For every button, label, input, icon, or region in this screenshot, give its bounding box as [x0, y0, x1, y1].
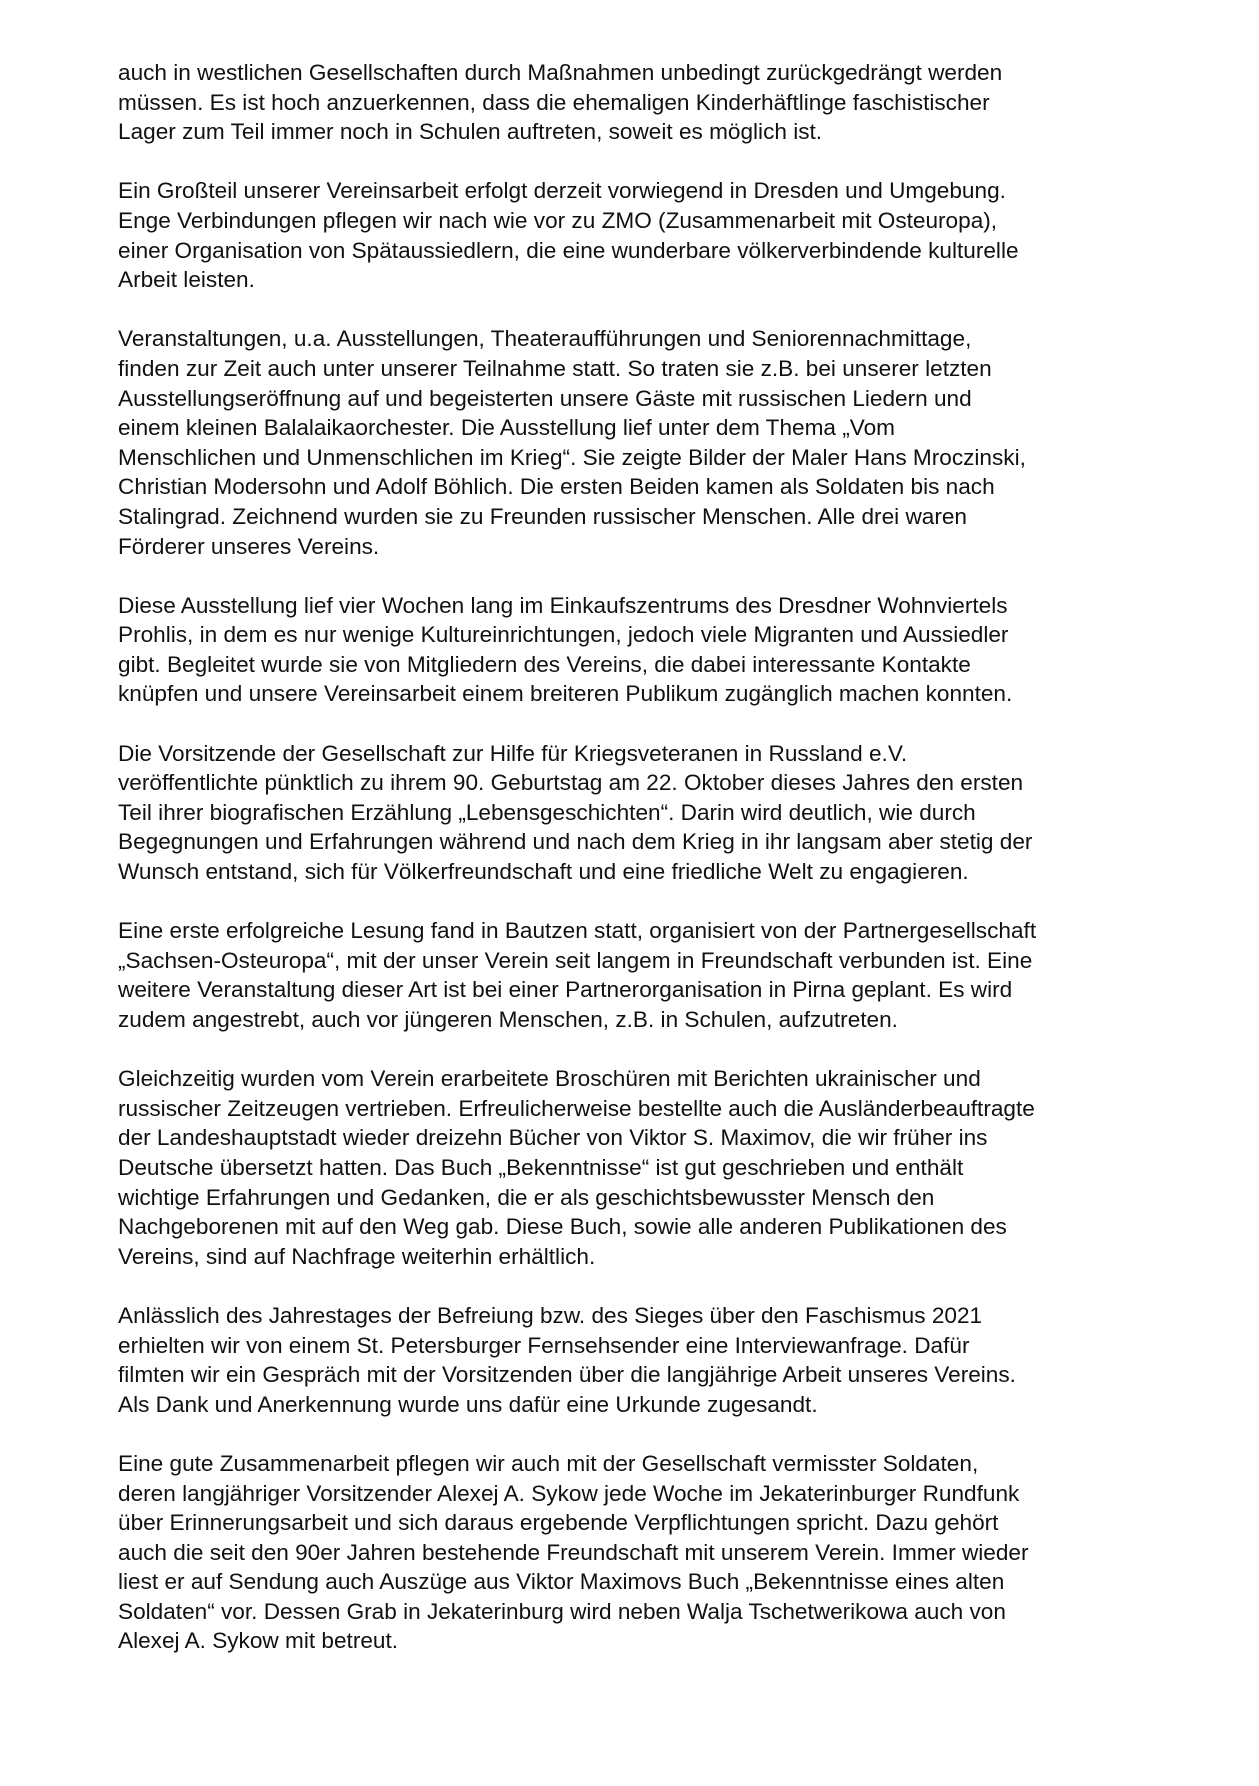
- text-line: Alexej A. Sykow mit betreut.: [118, 1628, 399, 1654]
- text-line: Anlässlich des Jahrestages der Befreiung bzw. des Sieges über den Faschismus 2021: [118, 1302, 983, 1328]
- text-line: Begegnungen und Erfahrungen während und nach dem Krieg in ihr langsam aber stetig der: [118, 829, 1033, 855]
- paragraph: [118, 1064, 1158, 1271]
- paragraph: [118, 591, 1158, 709]
- text-line: Lager zum Teil immer noch in Schulen auftreten, soweit es möglich ist.: [118, 119, 823, 145]
- text-line: filmten wir ein Gespräch mit der Vorsitzenden über die langjährige Arbeit unseres Vereins.: [118, 1362, 1016, 1388]
- text-line: weitere Veranstaltung dieser Art ist bei einer Partnerorganisation in Pirna geplant. Es wird: [118, 977, 1013, 1003]
- document-body: [118, 58, 1158, 1686]
- text-line: Nachgeborenen mit auf den Weg gab. Diese Buch, sowie alle anderen Publikationen des: [118, 1214, 1007, 1240]
- text-line: auch die seit den 90er Jahren bestehende Freundschaft mit unserem Verein. Immer wieder: [118, 1539, 1029, 1565]
- text-line: Veranstaltungen, u.a. Ausstellungen, Theateraufführungen und Seniorennachmittage,: [118, 326, 972, 352]
- text-line: über Erinnerungsarbeit und sich daraus ergebende Verpflichtungen spricht. Dazu gehört: [118, 1510, 999, 1536]
- paragraph: [118, 1301, 1158, 1419]
- text-line: Enge Verbindungen pflegen wir nach wie vor zu ZMO (Zusammenarbeit mit Osteuropa),: [118, 207, 998, 233]
- text-line: Förderer unseres Vereins.: [118, 533, 380, 559]
- text-line: deren langjähriger Vorsitzender Alexej A. Sykow jede Woche im Jekaterinburger Rundfunk: [118, 1480, 1020, 1506]
- text-line: Menschlichen und Unmenschlichen im Krieg“. Sie zeigte Bilder der Maler Hans Mroczinski,: [118, 444, 1026, 470]
- text-line: veröffentlichte pünktlich zu ihrem 90. Geburtstag am 22. Oktober dieses Jahres den ersten: [118, 770, 1024, 796]
- text-line: „Sachsen-Osteuropa“, mit der unser Verein seit langem in Freundschaft verbunden ist. Eine: [118, 947, 1033, 973]
- text-line: Vereins, sind auf Nachfrage weiterhin erhältlich.: [118, 1243, 596, 1269]
- text-line: Eine erste erfolgreiche Lesung fand in Bautzen statt, organisiert von der Partnergesellschaft: [118, 918, 1037, 944]
- text-line: auch in westlichen Gesellschaften durch Maßnahmen unbedingt zurückgedrängt werden: [118, 60, 1003, 85]
- text-line: Stalingrad. Zeichnend wurden sie zu Freunden russischer Menschen. Alle drei waren: [118, 503, 967, 529]
- text-line: finden zur Zeit auch unter unserer Teilnahme statt. So traten sie z.B. bei unserer letzten: [118, 355, 992, 381]
- text-line: wichtige Erfahrungen und Gedanken, die er als geschichtsbewusster Mensch den: [118, 1184, 935, 1210]
- text-line: Ein Großteil unserer Vereinsarbeit erfolgt derzeit vorwiegend in Dresden und Umgebung.: [118, 178, 1006, 204]
- text-line: Die Vorsitzende der Gesellschaft zur Hilfe für Kriegsveteranen in Russland e.V.: [118, 740, 908, 766]
- text-line: Eine gute Zusammenarbeit pflegen wir auch mit der Gesellschaft vermisster Soldaten,: [118, 1450, 979, 1476]
- text-line: Wunsch entstand, sich für Völkerfreundschaft und eine friedliche Welt zu engagieren.: [118, 859, 969, 885]
- paragraph: [118, 58, 1158, 147]
- paragraph: [118, 916, 1158, 1034]
- text-line: Teil ihrer biografischen Erzählung „Lebensgeschichten“. Darin wird deutlich, wie durch: [118, 799, 976, 825]
- text-line: Ausstellungseröffnung auf und begeisterten unsere Gäste mit russischen Liedern und: [118, 385, 972, 411]
- text-line: Prohlis, in dem es nur wenige Kultureinrichtungen, jedoch viele Migranten und Aussiedler: [118, 622, 1009, 648]
- text-line: müssen. Es ist hoch anzuerkennen, dass die ehemaligen Kinderhäftlinge faschistischer: [118, 89, 990, 115]
- text-line: russischer Zeitzeugen vertrieben. Erfreulicherweise bestellte auch die Ausländerbeauftragte: [118, 1095, 1035, 1121]
- text-line: Diese Ausstellung lief vier Wochen lang im Einkaufszentrums des Dresdner Wohnviertels: [118, 592, 1008, 618]
- text-line: Soldaten“ vor. Dessen Grab in Jekaterinburg wird neben Walja Tschetwerikowa auch von: [118, 1598, 1006, 1624]
- paragraph: [118, 324, 1158, 561]
- text-line: einer Organisation von Spätaussiedlern, die eine wunderbare völkerverbindende kulturelle: [118, 237, 1019, 263]
- text-line: erhielten wir von einem St. Petersburger Fernsehsender eine Interviewanfrage. Dafür: [118, 1332, 970, 1358]
- text-line: gibt. Begleitet wurde sie von Mitgliedern des Vereins, die dabei interessante Kontakte: [118, 651, 971, 677]
- text-line: Arbeit leisten.: [118, 267, 255, 293]
- text-line: knüpfen und unsere Vereinsarbeit einem breiteren Publikum zugänglich machen konnten.: [118, 681, 1013, 707]
- text-line: liest er auf Sendung auch Auszüge aus Viktor Maximovs Buch „Bekenntnisse eines alten: [118, 1569, 1005, 1595]
- text-line: Christian Modersohn und Adolf Böhlich. Die ersten Beiden kamen als Soldaten bis nach: [118, 474, 995, 500]
- text-line: Als Dank und Anerkennung wurde uns dafür eine Urkunde zugesandt.: [118, 1391, 818, 1417]
- paragraph: [118, 739, 1158, 887]
- paragraph: [118, 176, 1158, 294]
- paragraph: [118, 1449, 1158, 1656]
- text-line: der Landeshauptstadt wieder dreizehn Bücher von Viktor S. Maximov, die wir früher ins: [118, 1125, 988, 1151]
- text-line: einem kleinen Balalaikaorchester. Die Ausstellung lief unter dem Thema „Vom: [118, 415, 895, 441]
- text-line: zudem angestrebt, auch vor jüngeren Menschen, z.B. in Schulen, aufzutreten.: [118, 1007, 898, 1032]
- text-line: Gleichzeitig wurden vom Verein erarbeitete Broschüren mit Berichten ukrainischer und: [118, 1066, 981, 1092]
- text-line: Deutsche übersetzt hatten. Das Buch „Bekenntnisse“ ist gut geschrieben und enthält: [118, 1154, 964, 1180]
